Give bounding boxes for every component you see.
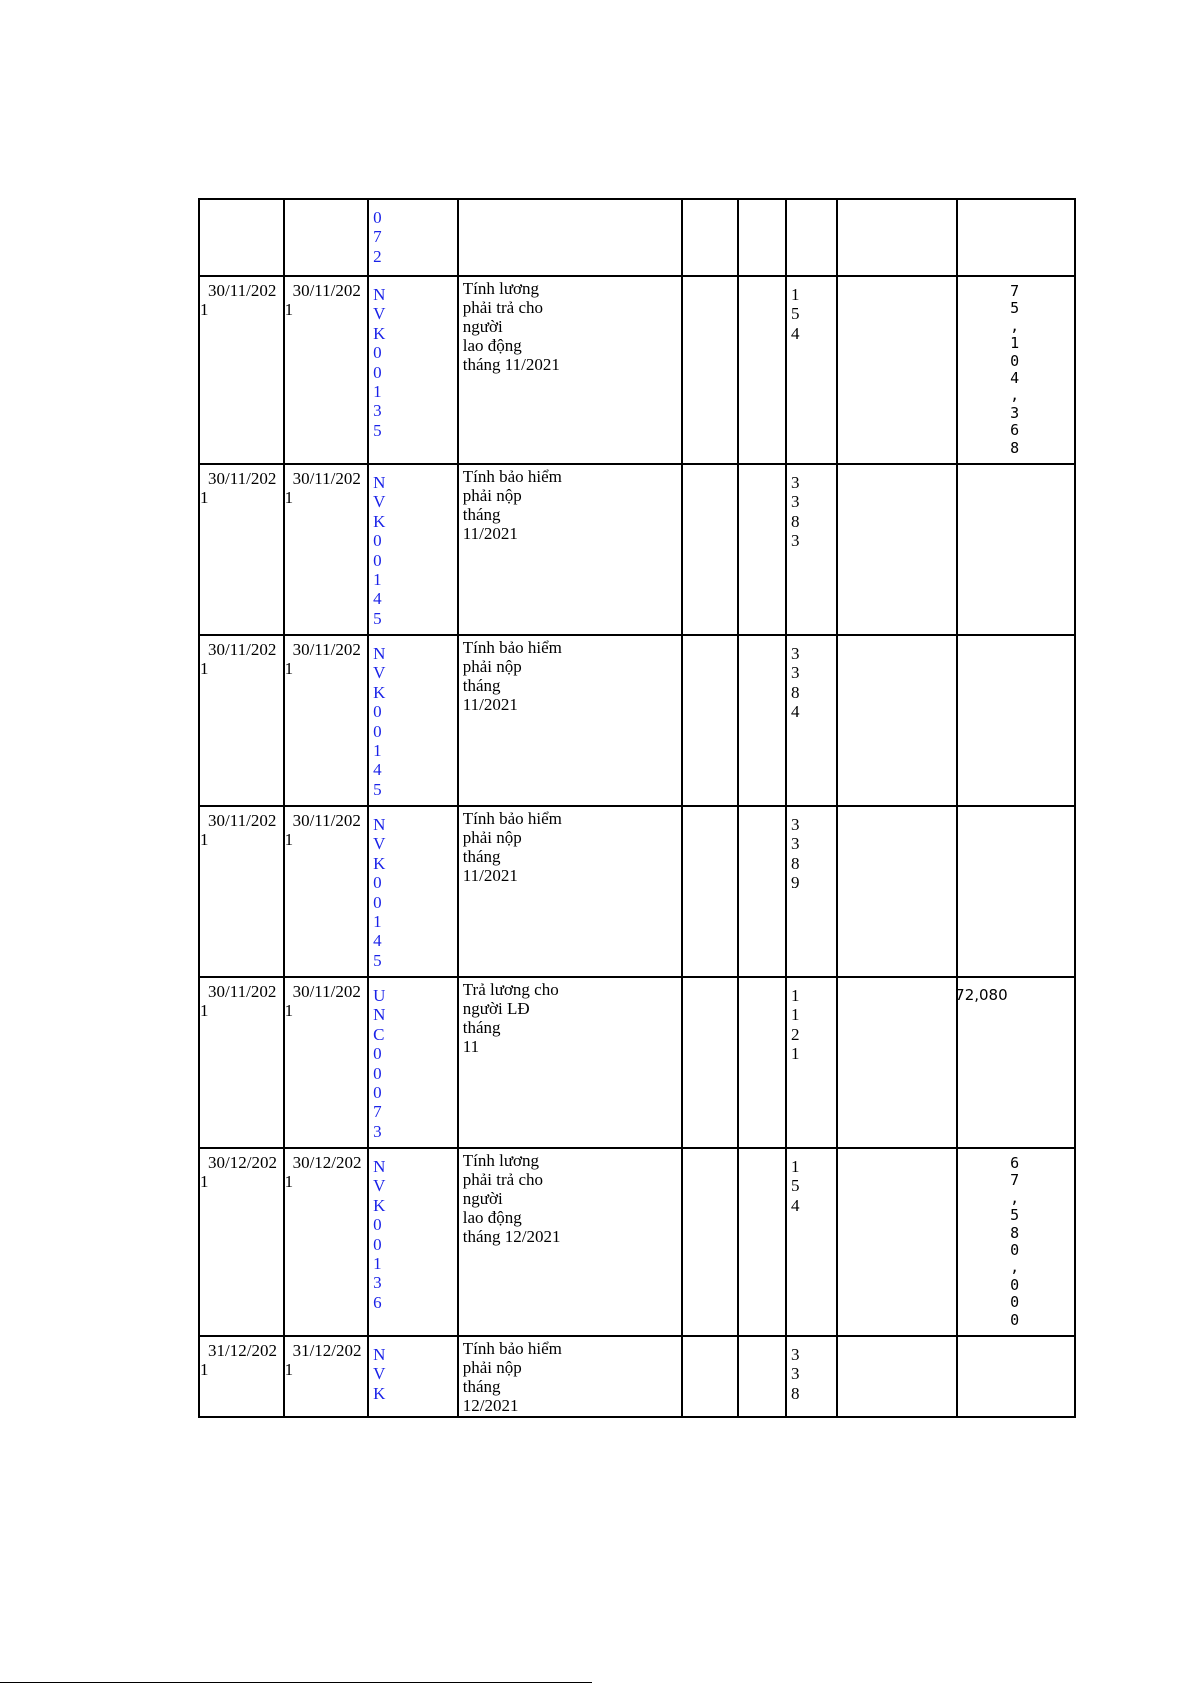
description-line: tháng 12/2021 bbox=[462, 1227, 561, 1246]
cell-credit bbox=[957, 199, 1075, 276]
voucher-char: 0 bbox=[373, 721, 382, 741]
voucher-char: 0 bbox=[373, 1044, 382, 1064]
cell-account bbox=[786, 635, 837, 806]
amount-char: 0 bbox=[1010, 1275, 1020, 1294]
document-date bbox=[285, 636, 368, 678]
cell-blank-a bbox=[682, 1336, 737, 1417]
cell-blank-b bbox=[738, 199, 786, 276]
voucher-char: 2 bbox=[373, 246, 382, 266]
date-part: 30/11/202 bbox=[208, 469, 277, 488]
amount-char: , bbox=[1010, 386, 1020, 405]
amount-char: 0 bbox=[1010, 1310, 1020, 1329]
description-line: phải trả cho bbox=[462, 298, 544, 317]
cell-date2 bbox=[284, 977, 369, 1148]
posting-date bbox=[200, 277, 283, 319]
date-part: 30/12/202 bbox=[208, 1153, 277, 1172]
posting-date bbox=[200, 807, 283, 849]
cell-date1 bbox=[199, 635, 284, 806]
cell-credit bbox=[957, 276, 1075, 464]
account-char: 1 bbox=[791, 1157, 800, 1176]
cell-credit bbox=[957, 464, 1075, 635]
description-line: Tính bảo hiểm bbox=[462, 1339, 562, 1358]
cell-description bbox=[458, 806, 683, 977]
account-code bbox=[787, 465, 836, 551]
cell-description bbox=[458, 1336, 683, 1417]
account-char: 3 bbox=[791, 1364, 800, 1384]
cell-description bbox=[458, 276, 683, 464]
description-text bbox=[459, 807, 682, 885]
voucher-link[interactable] bbox=[369, 1149, 457, 1312]
date-part: 1 bbox=[200, 488, 209, 507]
account-char: 8 bbox=[791, 682, 800, 702]
amount-char: 7 bbox=[1010, 1171, 1020, 1190]
account-char: 3 bbox=[791, 663, 800, 683]
voucher-link[interactable] bbox=[369, 277, 457, 440]
footer-rule bbox=[0, 1682, 592, 1683]
voucher-char: 0 bbox=[373, 702, 382, 722]
description-line: 11/2021 bbox=[462, 524, 518, 543]
account-code bbox=[787, 1337, 836, 1403]
voucher-char: 4 bbox=[373, 589, 382, 609]
account-char: 1 bbox=[791, 1005, 800, 1025]
voucher-char: 5 bbox=[373, 779, 382, 799]
voucher-char: 0 bbox=[373, 531, 382, 551]
continuation-row bbox=[199, 199, 1075, 276]
cell-account bbox=[786, 1148, 837, 1336]
description-line: Tính bảo hiểm bbox=[462, 467, 562, 486]
account-code bbox=[787, 1149, 836, 1215]
description-line: tháng bbox=[462, 676, 501, 695]
voucher-char: 1 bbox=[373, 570, 382, 590]
voucher-char: V bbox=[373, 304, 386, 324]
posting-date bbox=[200, 1149, 283, 1191]
date-part: 30/11/202 bbox=[208, 281, 277, 300]
voucher-char: 0 bbox=[373, 343, 382, 363]
date-part: 31/12/202 bbox=[208, 1341, 277, 1360]
account-char: 3 bbox=[791, 815, 800, 834]
date-part: 1 bbox=[284, 1360, 294, 1379]
cell-blank-b bbox=[738, 635, 786, 806]
amount-char: 5 bbox=[1010, 299, 1020, 318]
voucher-char: V bbox=[373, 1364, 386, 1384]
cell-date2 bbox=[284, 1148, 369, 1336]
description-text bbox=[459, 1149, 682, 1246]
description-line: tháng bbox=[462, 1018, 501, 1037]
cell-account bbox=[786, 276, 837, 464]
amount-char: , bbox=[1010, 1258, 1020, 1277]
voucher-link[interactable] bbox=[369, 978, 457, 1141]
document-date bbox=[285, 465, 368, 507]
cell-voucher bbox=[368, 1148, 458, 1336]
description-line: 11/2021 bbox=[462, 695, 518, 714]
description-line: lao động bbox=[462, 1208, 522, 1227]
voucher-char: 5 bbox=[373, 420, 382, 440]
date-part: 30/11/202 bbox=[208, 982, 277, 1001]
voucher-char: 0 bbox=[373, 1063, 382, 1083]
date-part: 1 bbox=[200, 1001, 209, 1020]
voucher-char: 1 bbox=[373, 912, 382, 932]
account-char: 3 bbox=[791, 473, 800, 492]
date-part: 1 bbox=[284, 300, 294, 319]
date-part: 30/11/202 bbox=[292, 281, 361, 300]
amount-char: , bbox=[1010, 1188, 1020, 1207]
cell-debit bbox=[837, 464, 957, 635]
description-text bbox=[459, 277, 682, 374]
description-text bbox=[459, 465, 682, 543]
description-line: người bbox=[462, 1189, 503, 1208]
description-line: tháng 11/2021 bbox=[462, 355, 560, 374]
account-char: 9 bbox=[791, 873, 800, 893]
voucher-char: 0 bbox=[373, 873, 382, 893]
voucher-char: 7 bbox=[373, 227, 382, 247]
posting-date bbox=[200, 978, 283, 1020]
cell-voucher bbox=[368, 276, 458, 464]
description-line: phải nộp bbox=[462, 486, 522, 505]
cell-credit bbox=[957, 1148, 1075, 1336]
cell-voucher bbox=[368, 1336, 458, 1417]
voucher-char: 3 bbox=[373, 1273, 382, 1293]
description-line: Tính bảo hiểm bbox=[462, 809, 562, 828]
date-part: 31/12/202 bbox=[292, 1341, 362, 1360]
voucher-link[interactable] bbox=[369, 807, 457, 970]
voucher-char: K bbox=[373, 682, 386, 702]
cell-voucher bbox=[368, 464, 458, 635]
ledger-row bbox=[199, 1336, 1075, 1417]
posting-date bbox=[200, 465, 283, 507]
voucher-link[interactable] bbox=[369, 465, 457, 628]
cell-voucher bbox=[368, 977, 458, 1148]
amount-char: 0 bbox=[1010, 1293, 1020, 1312]
voucher-char: 0 bbox=[373, 892, 382, 912]
cell-blank-b bbox=[738, 1336, 786, 1417]
document-date bbox=[285, 978, 368, 1020]
voucher-char: 0 bbox=[373, 1234, 382, 1254]
amount-char: 8 bbox=[1010, 1223, 1020, 1242]
description-line: Trả lương cho bbox=[462, 980, 559, 999]
description-line: tháng bbox=[462, 1377, 501, 1396]
amount-vertical bbox=[958, 277, 1074, 457]
ledger-body bbox=[199, 199, 1075, 1417]
amount-value: 72,080 bbox=[955, 986, 1008, 1004]
ledger-row bbox=[199, 276, 1075, 464]
cell-debit bbox=[837, 276, 957, 464]
voucher-char: V bbox=[373, 492, 386, 512]
cell-credit bbox=[957, 635, 1075, 806]
account-char: 4 bbox=[791, 323, 800, 343]
amount-vertical bbox=[958, 1149, 1074, 1329]
posting-date bbox=[200, 1337, 283, 1379]
posting-date bbox=[200, 636, 283, 678]
amount-char: 0 bbox=[1010, 351, 1020, 370]
cell-account bbox=[786, 199, 837, 276]
description-line: tháng bbox=[462, 505, 501, 524]
voucher-char: N bbox=[373, 644, 386, 663]
cell-account bbox=[786, 977, 837, 1148]
voucher-char: N bbox=[373, 1345, 386, 1364]
account-char: 1 bbox=[791, 1044, 800, 1064]
cell-date1 bbox=[199, 276, 284, 464]
voucher-char: K bbox=[373, 511, 386, 531]
description-line: lao động bbox=[462, 336, 522, 355]
cell-blank-a bbox=[682, 977, 737, 1148]
cell-date2 bbox=[284, 806, 369, 977]
voucher-char: 0 bbox=[373, 550, 382, 570]
cell-account bbox=[786, 806, 837, 977]
account-char: 2 bbox=[791, 1024, 800, 1044]
cell-date1 bbox=[199, 464, 284, 635]
ledger-row bbox=[199, 806, 1075, 977]
date-part: 30/12/202 bbox=[292, 1153, 362, 1172]
description-line: tháng bbox=[462, 847, 501, 866]
date-part: 30/11/202 bbox=[292, 811, 361, 830]
amount-char: 6 bbox=[1010, 421, 1020, 440]
description-line: 12/2021 bbox=[462, 1396, 519, 1415]
cell-blank-a bbox=[682, 276, 737, 464]
cell-debit bbox=[837, 1148, 957, 1336]
voucher-char: N bbox=[373, 473, 386, 492]
amount-char: 4 bbox=[1010, 369, 1020, 388]
date-part: 1 bbox=[284, 659, 294, 678]
date-part: 1 bbox=[284, 1172, 294, 1191]
account-char: 4 bbox=[791, 1195, 800, 1215]
date-part: 30/11/202 bbox=[208, 640, 277, 659]
account-char: 3 bbox=[791, 531, 800, 551]
voucher-char: 1 bbox=[373, 741, 382, 761]
cell-description bbox=[458, 635, 683, 806]
voucher-char: C bbox=[373, 1024, 385, 1044]
cell-debit bbox=[837, 635, 957, 806]
ledger-row bbox=[199, 977, 1075, 1148]
cell-blank-b bbox=[738, 977, 786, 1148]
voucher-char: V bbox=[373, 663, 386, 683]
cell-blank-a bbox=[682, 464, 737, 635]
date-part: 1 bbox=[200, 659, 209, 678]
voucher-link[interactable] bbox=[369, 200, 457, 266]
voucher-char: 1 bbox=[373, 382, 382, 402]
voucher-link[interactable] bbox=[369, 1337, 457, 1403]
cell-blank-b bbox=[738, 276, 786, 464]
amount-char: 3 bbox=[1010, 403, 1020, 422]
cell-date2 bbox=[284, 276, 369, 464]
voucher-link[interactable] bbox=[369, 636, 457, 799]
voucher-char: N bbox=[373, 1157, 386, 1176]
description-line: phải nộp bbox=[462, 1358, 522, 1377]
voucher-char: 7 bbox=[373, 1102, 382, 1122]
description-line: 11 bbox=[462, 1037, 480, 1056]
description-line: 11/2021 bbox=[462, 866, 518, 885]
voucher-char: V bbox=[373, 834, 386, 854]
account-char: 3 bbox=[791, 1345, 800, 1364]
voucher-char: U bbox=[373, 986, 386, 1005]
ledger-row bbox=[199, 635, 1075, 806]
amount-char: 8 bbox=[1010, 438, 1020, 457]
cell-blank-a bbox=[682, 635, 737, 806]
description-line: phải nộp bbox=[462, 657, 522, 676]
cell-blank-a bbox=[682, 806, 737, 977]
voucher-char: N bbox=[373, 815, 386, 834]
voucher-char: 6 bbox=[373, 1292, 382, 1312]
voucher-char: 0 bbox=[373, 208, 382, 227]
voucher-char: K bbox=[373, 1195, 386, 1215]
account-char: 4 bbox=[791, 702, 800, 722]
voucher-char: N bbox=[373, 1005, 386, 1025]
cell-date2 bbox=[284, 635, 369, 806]
ledger-row bbox=[199, 464, 1075, 635]
date-part: 30/11/202 bbox=[292, 469, 361, 488]
voucher-char: K bbox=[373, 323, 386, 343]
account-char: 1 bbox=[791, 285, 800, 304]
account-code bbox=[787, 807, 836, 893]
voucher-char: K bbox=[373, 1383, 386, 1403]
cell-date1 bbox=[199, 977, 284, 1148]
cell-account bbox=[786, 1336, 837, 1417]
cell-date1 bbox=[199, 199, 284, 276]
description-line: người LĐ bbox=[462, 999, 530, 1018]
account-code bbox=[787, 978, 836, 1064]
cell-description bbox=[458, 977, 683, 1148]
cell-date2 bbox=[284, 464, 369, 635]
document-date bbox=[285, 1337, 368, 1379]
cell-description bbox=[458, 464, 683, 635]
date-part: 1 bbox=[200, 1172, 209, 1191]
account-char: 1 bbox=[791, 986, 800, 1005]
cell-blank-a bbox=[682, 1148, 737, 1336]
account-code bbox=[787, 636, 836, 722]
voucher-char: K bbox=[373, 853, 386, 873]
document-date bbox=[285, 1149, 368, 1191]
cell-date2 bbox=[284, 199, 369, 276]
description-line: phải trả cho bbox=[462, 1170, 544, 1189]
cell-debit bbox=[837, 977, 957, 1148]
cell-voucher bbox=[368, 199, 458, 276]
cell-date1 bbox=[199, 806, 284, 977]
description-line: người bbox=[462, 317, 503, 336]
description-line: Tính bảo hiểm bbox=[462, 638, 562, 657]
cell-blank-a bbox=[682, 199, 737, 276]
amount-char: 7 bbox=[1010, 282, 1020, 300]
description-text bbox=[459, 1337, 682, 1415]
cell-debit bbox=[837, 1336, 957, 1417]
account-char: 8 bbox=[791, 853, 800, 873]
date-part: 1 bbox=[200, 300, 209, 319]
ledger-table bbox=[198, 198, 1076, 1418]
cell-debit bbox=[837, 199, 957, 276]
voucher-char: 3 bbox=[373, 401, 382, 421]
document-date bbox=[285, 807, 368, 849]
date-part: 1 bbox=[284, 830, 294, 849]
cell-blank-b bbox=[738, 1148, 786, 1336]
voucher-char: 0 bbox=[373, 1215, 382, 1235]
account-char: 3 bbox=[791, 834, 800, 854]
voucher-char: 0 bbox=[373, 362, 382, 382]
cell-blank-b bbox=[738, 806, 786, 977]
cell-blank-b bbox=[738, 464, 786, 635]
cell-voucher bbox=[368, 806, 458, 977]
account-char: 3 bbox=[791, 492, 800, 512]
ledger-row bbox=[199, 1148, 1075, 1336]
voucher-char: 5 bbox=[373, 608, 382, 628]
cell-credit bbox=[957, 1336, 1075, 1417]
date-part: 30/11/202 bbox=[292, 982, 361, 1001]
voucher-char: 4 bbox=[373, 760, 382, 780]
description-line: phải nộp bbox=[462, 828, 522, 847]
date-part: 30/11/202 bbox=[292, 640, 361, 659]
amount-char: 0 bbox=[1010, 1241, 1020, 1260]
voucher-char: 3 bbox=[373, 1121, 382, 1141]
cell-description bbox=[458, 1148, 683, 1336]
date-part: 1 bbox=[200, 1360, 209, 1379]
account-char: 3 bbox=[791, 644, 800, 663]
amount-char: 6 bbox=[1010, 1154, 1020, 1172]
cell-description bbox=[458, 199, 683, 276]
voucher-char: 0 bbox=[373, 1083, 382, 1103]
voucher-char: N bbox=[373, 285, 386, 304]
account-code bbox=[787, 277, 836, 343]
voucher-char: 5 bbox=[373, 950, 382, 970]
date-part: 1 bbox=[284, 1001, 294, 1020]
date-part: 1 bbox=[200, 830, 209, 849]
description-text bbox=[459, 978, 682, 1056]
voucher-char: 4 bbox=[373, 931, 382, 951]
date-part: 30/11/202 bbox=[208, 811, 277, 830]
amount-char: 1 bbox=[1010, 334, 1020, 353]
cell-credit bbox=[957, 806, 1075, 977]
amount-char: 5 bbox=[1010, 1206, 1020, 1225]
account-char: 8 bbox=[791, 511, 800, 531]
account-char: 5 bbox=[791, 1176, 800, 1196]
cell-date2 bbox=[284, 1336, 369, 1417]
cell-debit bbox=[837, 806, 957, 977]
cell-voucher bbox=[368, 635, 458, 806]
description-line: Tính lương bbox=[462, 279, 540, 298]
account-char: 5 bbox=[791, 304, 800, 324]
voucher-char: V bbox=[373, 1176, 386, 1196]
description-line: Tính lương bbox=[462, 1151, 540, 1170]
voucher-char: 1 bbox=[373, 1254, 382, 1274]
document-date bbox=[285, 277, 368, 319]
description-text bbox=[459, 636, 682, 714]
amount-char: , bbox=[1010, 316, 1020, 335]
cell-date1 bbox=[199, 1336, 284, 1417]
cell-credit bbox=[957, 977, 1075, 1148]
cell-account bbox=[786, 464, 837, 635]
date-part: 1 bbox=[284, 488, 294, 507]
cell-date1 bbox=[199, 1148, 284, 1336]
account-char: 8 bbox=[791, 1383, 800, 1403]
